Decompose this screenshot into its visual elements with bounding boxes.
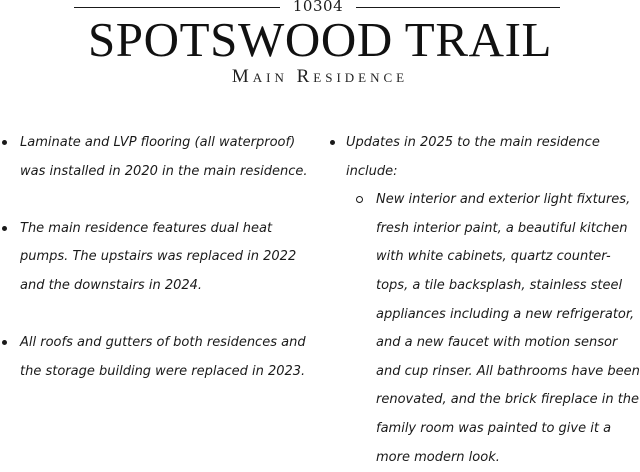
- sub-list-item: [356, 186, 640, 472]
- bullet-icon: [2, 226, 7, 231]
- page-title: SPOTSWOOD TRAIL: [87, 12, 553, 67]
- header: [0, 0, 640, 90]
- hollow-bullet-icon: [356, 196, 363, 203]
- list-item: [326, 129, 640, 186]
- bullet-icon: [2, 340, 7, 345]
- sub-list-item-text: New interior and exterior light fixtures, fresh interior paint, a beautiful kitchen with white cabinets, quartz counter-tops, a tile backsplash, stainless steel appliances including a new refrigerator, and a new faucet with motion sensor and cup rinser. All bathrooms have been renovated, and the brick fireplace in the family room was painted to give it a more modern look.: [376, 192, 640, 465]
- bullet-icon: [2, 140, 7, 145]
- header-rule-right: [356, 7, 560, 8]
- list-item: [0, 329, 318, 386]
- page-subtitle: Main Residence: [231, 66, 409, 87]
- header-rule-left: [74, 7, 280, 8]
- address-number: 10304: [292, 0, 344, 15]
- list-item: [0, 215, 318, 301]
- list-item-text: The main residence features dual heat pumps. The upstairs was replaced in 2022 and the downstairs in 2024.: [20, 220, 297, 293]
- list-item-text: All roofs and gutters of both residences and the storage building were replaced in 2023.: [20, 335, 306, 379]
- left-column: [0, 129, 318, 386]
- bullet-icon: [330, 140, 335, 145]
- list-item: [0, 129, 318, 186]
- list-item-text: Laminate and LVP flooring (all waterproof) was installed in 2020 in the main residence.: [20, 135, 308, 179]
- list-item-text: Updates in 2025 to the main residence include:: [346, 135, 600, 179]
- right-column: [326, 129, 640, 472]
